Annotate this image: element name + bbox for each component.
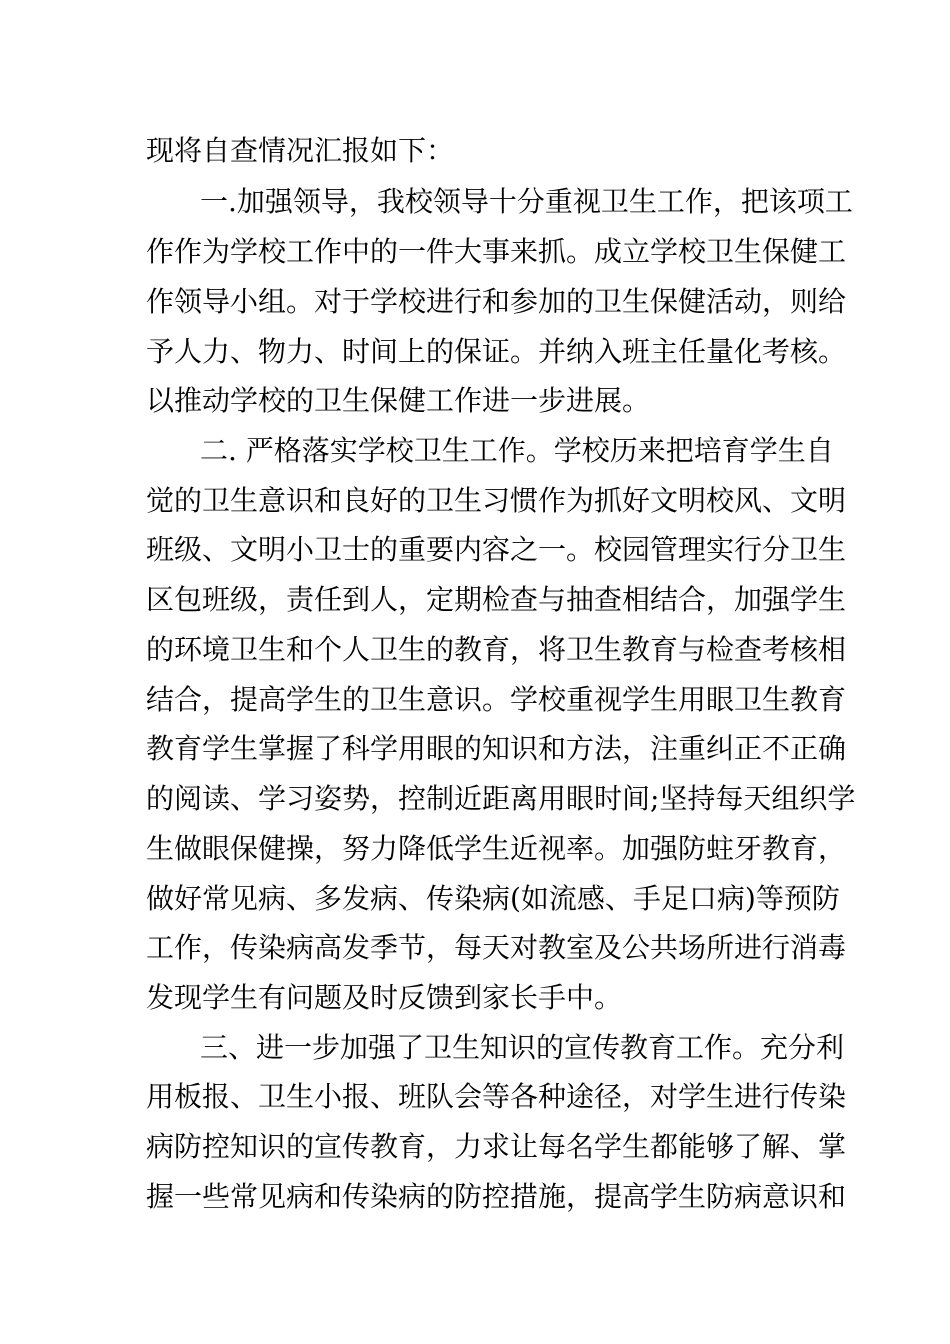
text-line-1: 现将自查情况汇报如下： [146, 134, 455, 167]
text-line-20: 用板报、卫生小报、班队会等各种途径，对学生进行传染 [146, 1080, 847, 1113]
text-line-18: 发现学生有问题及时反馈到家长手中。 [146, 981, 623, 1014]
text-line-7: 二. 严格落实学校卫生工作。学校历来把培育学生自 [200, 434, 834, 467]
text-line-19: 三、进一步加强了卫生知识的宣传教育工作。充分利 [200, 1031, 845, 1064]
text-line-10: 区包班级，责任到人，定期检查与抽查相结合，加强学生 [146, 583, 847, 616]
text-line-16: 做好常见病、多发病、传染病(如流感、手足口病)等预防 [146, 882, 840, 915]
text-line-17: 工作，传染病高发季节，每天对教室及公共场所进行消毒 [146, 931, 847, 964]
text-line-9: 班级、文明小卫士的重要内容之一。校园管理实行分卫生 [146, 533, 847, 566]
text-line-3: 作作为学校工作中的一件大事来抓。成立学校卫生保健工 [146, 235, 847, 268]
text-line-21: 病防控知识的宣传教育，力求让每名学生都能够了解、掌 [146, 1130, 847, 1163]
text-line-22: 握一些常见病和传染病的防控措施，提高学生防病意识和 [146, 1180, 847, 1213]
text-line-15: 生做眼保健操，努力降低学生近视率。加强防蛀牙教育， [146, 832, 847, 865]
text-line-12: 结合，提高学生的卫生意识。学校重视学生用眼卫生教育 [146, 683, 847, 716]
text-line-2: 一.加强领导，我校领导十分重视卫生工作，把该项工 [200, 185, 853, 218]
text-line-11: 的环境卫生和个人卫生的教育，将卫生教育与检查考核相 [146, 633, 847, 666]
text-line-5: 予人力、物力、时间上的保证。并纳入班主任量化考核。 [146, 335, 847, 368]
text-line-4: 作领导小组。对于学校进行和参加的卫生保健活动，则给 [146, 285, 847, 318]
text-line-8: 觉的卫生意识和良好的卫生习惯作为抓好文明校风、文明 [146, 484, 847, 517]
text-line-6: 以推动学校的卫生保健工作进一步进展。 [146, 384, 651, 417]
text-line-13: 教育学生掌握了科学用眼的知识和方法，注重纠正不正确 [146, 732, 847, 765]
text-line-14: 的阅读、学习姿势，控制近距离用眼时间;坚持每天组织学 [146, 782, 856, 815]
